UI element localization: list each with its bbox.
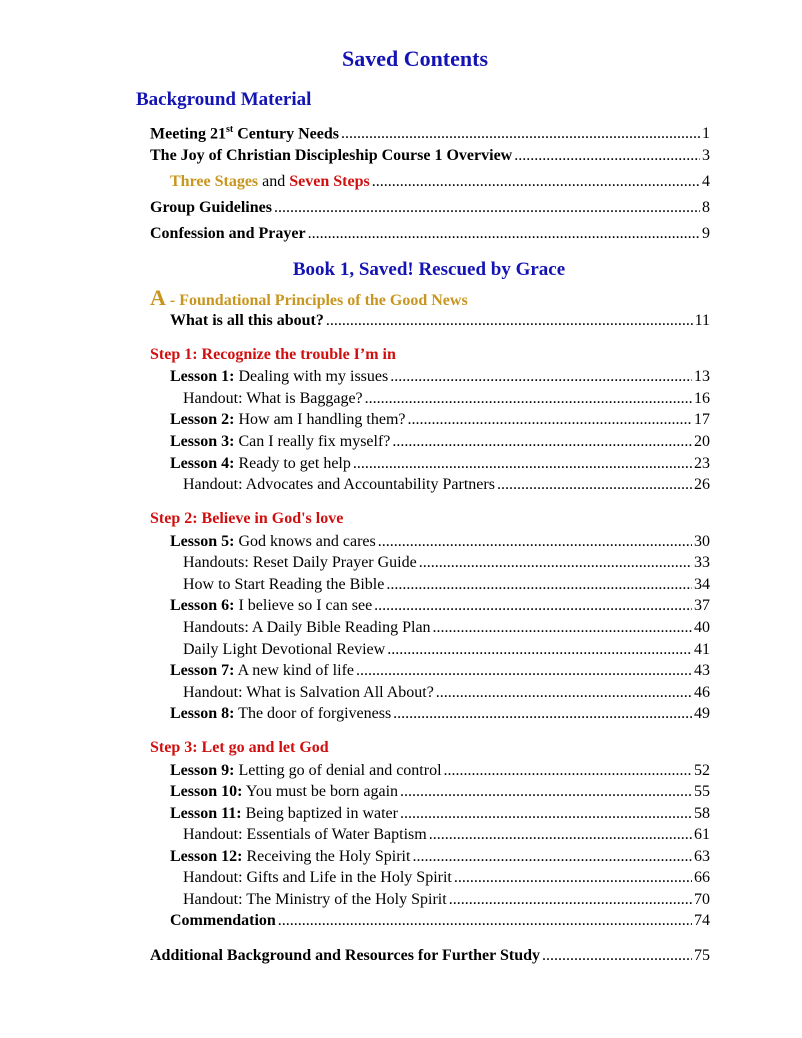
page-number: 43 (694, 662, 710, 679)
dot-leader (308, 224, 700, 244)
toc-entry-lesson[interactable] (170, 432, 710, 452)
dot-leader (429, 825, 692, 845)
toc-entry-label: Lesson 10: You must be born again (170, 783, 399, 800)
page-number: 52 (694, 762, 710, 779)
page-number: 61 (694, 826, 710, 843)
page-number: 75 (694, 947, 710, 964)
toc-entry-label: Three Stages and Seven Steps (170, 173, 370, 190)
toc-entry-label: Additional Background and Resources for Further Study (150, 947, 540, 964)
dot-leader (274, 198, 700, 218)
page-number: 16 (694, 390, 710, 407)
toc-entry-label: Commendation (170, 912, 276, 929)
dot-leader (341, 124, 700, 144)
page-number: 8 (702, 199, 710, 216)
page-number: 33 (694, 554, 710, 571)
toc-entry-label: Lesson 2: How am I handling them? (170, 411, 406, 428)
toc-entry-intro[interactable] (170, 311, 710, 331)
dot-leader (390, 367, 692, 387)
page-number: 37 (694, 597, 710, 614)
step1-heading: Step 1: Recognize the trouble I’m in (150, 346, 396, 363)
toc-entry-lesson[interactable] (170, 761, 710, 781)
dot-leader (372, 172, 700, 192)
toc-entry-confession[interactable] (150, 224, 710, 244)
dot-leader (449, 890, 692, 910)
toc-entry-label: Handouts: A Daily Bible Reading Plan (183, 619, 431, 636)
dot-leader (412, 847, 692, 867)
step3-heading: Step 3: Let go and let God (150, 739, 329, 756)
toc-entry-lesson[interactable] (170, 847, 710, 867)
dot-leader (278, 911, 692, 931)
page-number: 23 (694, 455, 710, 472)
toc-entry-commendation[interactable] (170, 911, 710, 931)
page-number: 3 (702, 147, 710, 164)
toc-entry-label: Lesson 6: I believe so I can see (170, 597, 373, 614)
toc-entry-label: Handout: The Ministry of the Holy Spirit (183, 891, 447, 908)
toc-entry-label: Handout: What is Baggage? (183, 390, 363, 407)
dot-leader (356, 661, 692, 681)
toc-entry-handout[interactable] (183, 389, 710, 409)
toc-entry-label: Handout: Essentials of Water Baptism (183, 826, 427, 843)
page-number: 9 (702, 225, 710, 242)
page-number: 34 (694, 576, 710, 593)
dot-leader (365, 389, 692, 409)
toc-entry-additional[interactable] (150, 946, 710, 966)
background-heading: Background Material (136, 89, 312, 110)
page-title: Saved Contents (341, 46, 489, 71)
toc-entry-overview[interactable] (150, 146, 710, 166)
dot-leader (433, 618, 692, 638)
toc-entry-handout[interactable] (183, 683, 710, 703)
dot-leader (353, 454, 692, 474)
toc-entry-lesson[interactable] (170, 661, 710, 681)
dot-leader (326, 311, 693, 331)
toc-entry-handout[interactable] (183, 890, 710, 910)
toc-entry-guidelines[interactable] (150, 198, 710, 218)
toc-entry-lesson[interactable] (170, 532, 710, 552)
toc-entry-label: Handouts: Reset Daily Prayer Guide (183, 554, 417, 571)
toc-entry-label: Lesson 12: Receiving the Holy Spirit (170, 848, 411, 865)
toc-entry-label: Lesson 9: Letting go of denial and control (170, 762, 442, 779)
dot-leader (444, 761, 692, 781)
toc-entry-label: Lesson 11: Being baptized in water (170, 805, 398, 822)
dot-leader (400, 804, 692, 824)
toc-entry-label: Handout: Gifts and Life in the Holy Spirit (183, 869, 452, 886)
dot-leader (514, 146, 700, 166)
toc-entry-lesson[interactable] (170, 704, 710, 724)
dot-leader (393, 704, 692, 724)
toc-entry-lesson[interactable] (170, 367, 710, 387)
toc-entry-handout[interactable] (183, 475, 710, 495)
toc-entry-label: Lesson 1: Dealing with my issues (170, 368, 389, 385)
page-number: 4 (702, 173, 710, 190)
toc-entry-lesson[interactable] (170, 782, 710, 802)
toc-entry-label: Group Guidelines (150, 199, 272, 216)
toc-entry-label: The Joy of Christian Discipleship Course 1 Overview (150, 147, 513, 164)
section-a-heading: A - Foundational Principles of the Good News (150, 285, 468, 310)
page-number: 41 (694, 641, 710, 658)
step2-heading: Step 2: Believe in God's love (150, 510, 344, 527)
toc-entry-lesson[interactable] (170, 804, 710, 824)
toc-entry-label: Daily Light Devotional Review (183, 641, 386, 658)
toc-entry-label: What is all this about? (170, 312, 324, 329)
dot-leader (378, 532, 692, 552)
toc-entry-lesson[interactable] (170, 410, 710, 430)
toc-entry-label: Lesson 4: Ready to get help (170, 455, 351, 472)
page-number: 40 (694, 619, 710, 636)
dot-leader (497, 475, 692, 495)
dot-leader (386, 575, 692, 595)
toc-entry-label: Meeting 21st Century Needs (150, 124, 339, 143)
page-number: 1 (702, 125, 710, 143)
page-number: 63 (694, 848, 710, 865)
book-heading: Book 1, Saved! Rescued by Grace (292, 259, 566, 280)
page-number: 13 (694, 368, 710, 385)
dot-leader (408, 410, 692, 430)
page-number: 11 (694, 312, 710, 329)
toc-entry-handout[interactable] (183, 553, 710, 573)
page-number: 58 (694, 805, 710, 822)
toc-entry-handout[interactable] (183, 618, 710, 638)
toc-entry-handout[interactable] (183, 868, 710, 888)
toc-entry-handout[interactable] (183, 575, 710, 595)
page-number: 55 (694, 783, 710, 800)
page-number: 30 (694, 533, 710, 550)
toc-entry-label: Lesson 7: A new kind of life (170, 662, 354, 679)
dot-leader (542, 946, 692, 966)
toc-entry-label: Confession and Prayer (150, 225, 306, 242)
dot-leader (419, 553, 692, 573)
dot-leader (392, 432, 692, 452)
page-number: 74 (694, 912, 710, 929)
toc-entry-lesson[interactable] (170, 596, 710, 616)
toc-entry-label: Lesson 5: God knows and cares (170, 533, 376, 550)
toc-entry-label: How to Start Reading the Bible (183, 576, 385, 593)
page-number: 46 (694, 684, 710, 701)
dot-leader (400, 782, 692, 802)
page-number: 17 (694, 411, 710, 428)
page-number: 20 (694, 433, 710, 450)
toc-entry-label: Handout: Advocates and Accountability Partners (183, 476, 495, 493)
toc-entry-handout[interactable] (183, 825, 710, 845)
toc-entry-lesson[interactable] (170, 454, 710, 474)
page-number: 26 (694, 476, 710, 493)
toc-entry-meeting[interactable] (150, 120, 710, 144)
page-number: 49 (694, 705, 710, 722)
toc-entry-handout[interactable] (183, 640, 710, 660)
toc-entry-label: Lesson 8: The door of forgiveness (170, 705, 392, 722)
dot-leader (387, 640, 692, 660)
page-number: 66 (694, 869, 710, 886)
dot-leader (374, 596, 692, 616)
page-number: 70 (694, 891, 710, 908)
dot-leader (454, 868, 692, 888)
dot-leader (436, 683, 692, 703)
toc-entry-label: Handout: What is Salvation All About? (183, 684, 434, 701)
toc-entry-stages-steps[interactable] (170, 172, 710, 192)
toc-entry-label: Lesson 3: Can I really fix myself? (170, 433, 391, 450)
